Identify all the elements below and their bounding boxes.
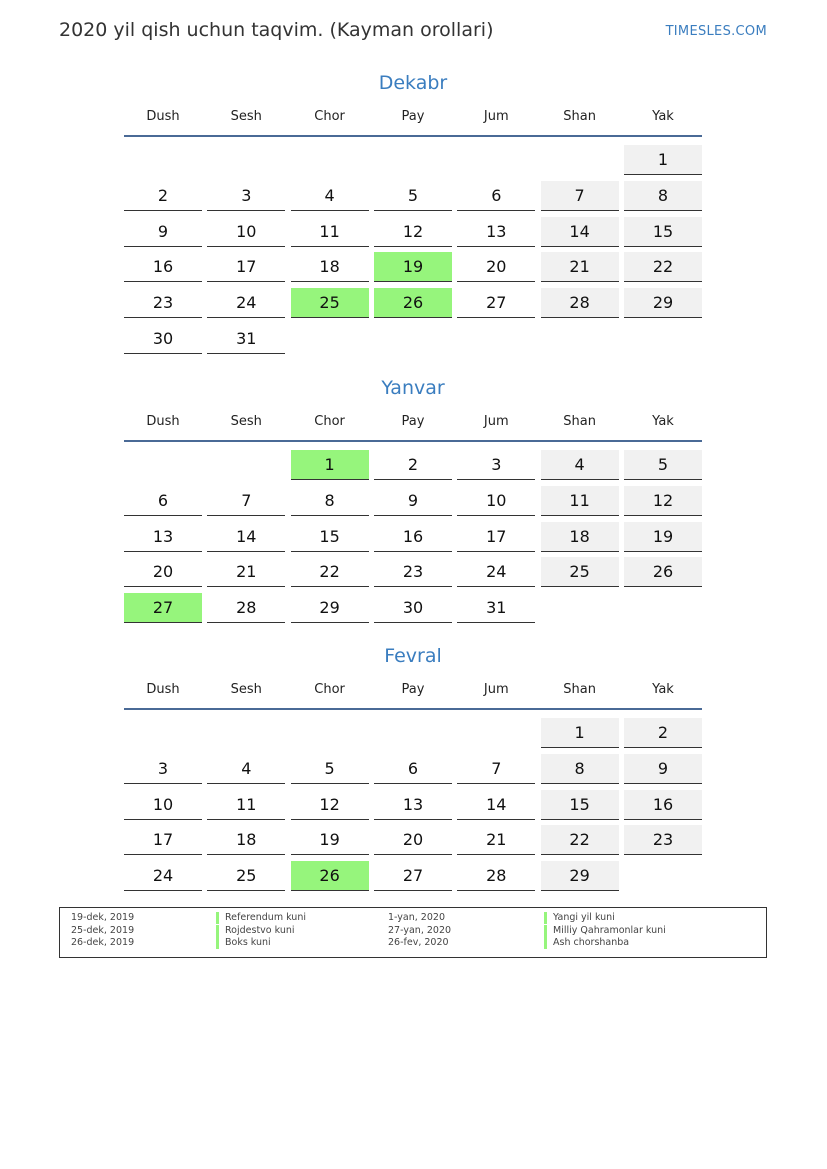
day-cell: 28 bbox=[457, 861, 535, 891]
weekday-label: Sesh bbox=[230, 414, 262, 429]
day-cell: 10 bbox=[457, 486, 535, 516]
day-cell: 19 bbox=[624, 522, 702, 552]
month-january bbox=[124, 376, 702, 626]
day-cell: 6 bbox=[124, 486, 202, 516]
day-cell: 21 bbox=[541, 252, 619, 282]
weekday-label: Dush bbox=[146, 682, 180, 697]
day-cell: 16 bbox=[124, 252, 202, 282]
day-cell: 29 bbox=[291, 593, 369, 623]
day-cell: 9 bbox=[374, 486, 452, 516]
day-cell: 31 bbox=[457, 593, 535, 623]
legend-row bbox=[388, 925, 758, 937]
day-cell: 12 bbox=[624, 486, 702, 516]
legend-date: 25-dek, 2019 bbox=[71, 925, 135, 936]
day-cell: 10 bbox=[124, 790, 202, 820]
day-cell: 18 bbox=[291, 252, 369, 282]
legend-date: 27-yan, 2020 bbox=[388, 925, 452, 936]
weekday-label: Sesh bbox=[230, 109, 262, 124]
day-cell: 28 bbox=[207, 593, 285, 623]
day-cell: 22 bbox=[624, 252, 702, 282]
day-cell: 21 bbox=[457, 825, 535, 855]
day-cell: 22 bbox=[291, 557, 369, 587]
month-title: Dekabr bbox=[378, 72, 448, 94]
day-cell: 18 bbox=[541, 522, 619, 552]
day-cell: 7 bbox=[541, 181, 619, 211]
day-cell: 24 bbox=[124, 861, 202, 891]
day-cell: 9 bbox=[624, 754, 702, 784]
weekday-label: Shan bbox=[563, 682, 596, 697]
day-cell: 5 bbox=[374, 181, 452, 211]
day-cell: 31 bbox=[207, 324, 285, 354]
holiday-day-cell: 27 bbox=[124, 593, 202, 623]
day-cell: 5 bbox=[291, 754, 369, 784]
day-cell: 17 bbox=[207, 252, 285, 282]
day-cell: 18 bbox=[207, 825, 285, 855]
day-cell: 3 bbox=[207, 181, 285, 211]
day-cell: 15 bbox=[541, 790, 619, 820]
month-title: Yanvar bbox=[381, 377, 445, 399]
weekday-header bbox=[124, 411, 702, 442]
weekday-label: Jum bbox=[483, 414, 509, 429]
day-cell: 2 bbox=[624, 718, 702, 748]
day-cell: 22 bbox=[541, 825, 619, 855]
day-cell: 14 bbox=[207, 522, 285, 552]
day-cell: 2 bbox=[124, 181, 202, 211]
weekday-label: Shan bbox=[563, 414, 596, 429]
month-title: Fevral bbox=[384, 645, 442, 667]
weekday-label: Sesh bbox=[230, 682, 262, 697]
legend-date: 19-dek, 2019 bbox=[71, 912, 135, 923]
day-cell: 5 bbox=[624, 450, 702, 480]
weekday-label: Shan bbox=[563, 109, 596, 124]
weekday-header bbox=[124, 679, 702, 710]
weekday-label: Yak bbox=[652, 414, 674, 429]
weekday-label: Dush bbox=[146, 109, 180, 124]
day-cell: 15 bbox=[291, 522, 369, 552]
legend-row bbox=[71, 925, 401, 937]
day-cell: 11 bbox=[541, 486, 619, 516]
day-cell: 1 bbox=[541, 718, 619, 748]
day-cell: 4 bbox=[207, 754, 285, 784]
holiday-day-cell: 1 bbox=[291, 450, 369, 480]
legend-date: 1-yan, 2020 bbox=[388, 912, 445, 923]
day-cell: 3 bbox=[457, 450, 535, 480]
holiday-day-cell: 26 bbox=[374, 288, 452, 318]
day-cell: 29 bbox=[541, 861, 619, 891]
legend-row bbox=[388, 937, 758, 949]
day-cell: 3 bbox=[124, 754, 202, 784]
weekday-label: Chor bbox=[314, 414, 345, 429]
day-cell: 11 bbox=[207, 790, 285, 820]
day-cell: 27 bbox=[374, 861, 452, 891]
day-cell: 14 bbox=[541, 217, 619, 247]
day-cell: 20 bbox=[374, 825, 452, 855]
day-cell: 29 bbox=[624, 288, 702, 318]
day-cell: 24 bbox=[207, 288, 285, 318]
day-cell: 4 bbox=[541, 450, 619, 480]
day-cell: 1 bbox=[624, 145, 702, 175]
day-cell: 13 bbox=[457, 217, 535, 247]
day-cell: 30 bbox=[374, 593, 452, 623]
day-cell: 2 bbox=[374, 450, 452, 480]
legend-date: 26-fev, 2020 bbox=[388, 937, 449, 948]
day-cell: 30 bbox=[124, 324, 202, 354]
weekday-label: Pay bbox=[401, 682, 425, 697]
weekday-label: Pay bbox=[401, 414, 425, 429]
legend-holiday-name: Yangi yil kuni bbox=[544, 912, 615, 924]
legend-date: 26-dek, 2019 bbox=[71, 937, 135, 948]
weekday-label: Yak bbox=[652, 682, 674, 697]
day-cell: 10 bbox=[207, 217, 285, 247]
day-cell: 7 bbox=[457, 754, 535, 784]
day-cell: 12 bbox=[374, 217, 452, 247]
page-title: 2020 yil qish uchun taqvim. (Kayman orollari) bbox=[59, 19, 494, 41]
day-cell: 13 bbox=[124, 522, 202, 552]
weekday-label: Pay bbox=[401, 109, 425, 124]
day-cell: 6 bbox=[457, 181, 535, 211]
day-cell: 6 bbox=[374, 754, 452, 784]
day-cell: 14 bbox=[457, 790, 535, 820]
holiday-day-cell: 19 bbox=[374, 252, 452, 282]
day-cell: 16 bbox=[374, 522, 452, 552]
day-cell: 17 bbox=[124, 825, 202, 855]
day-cell: 23 bbox=[624, 825, 702, 855]
holiday-day-cell: 25 bbox=[291, 288, 369, 318]
weekday-label: Jum bbox=[483, 682, 509, 697]
day-cell: 23 bbox=[124, 288, 202, 318]
legend-holiday-name: Milliy Qahramonlar kuni bbox=[544, 925, 666, 937]
weekday-label: Jum bbox=[483, 109, 509, 124]
day-cell: 7 bbox=[207, 486, 285, 516]
day-grid bbox=[124, 142, 702, 357]
day-cell: 25 bbox=[207, 861, 285, 891]
weekday-header bbox=[124, 106, 702, 137]
day-cell: 12 bbox=[291, 790, 369, 820]
day-cell: 15 bbox=[624, 217, 702, 247]
site-link[interactable]: TIMESLES.COM bbox=[665, 24, 767, 39]
weekday-label: Chor bbox=[314, 109, 345, 124]
day-cell: 20 bbox=[124, 557, 202, 587]
legend-holiday-name: Ash chorshanba bbox=[544, 937, 629, 949]
legend-holiday-name: Referendum kuni bbox=[216, 912, 306, 924]
day-cell: 26 bbox=[624, 557, 702, 587]
legend-holiday-name: Boks kuni bbox=[216, 937, 271, 949]
day-cell: 19 bbox=[291, 825, 369, 855]
day-grid bbox=[124, 715, 702, 894]
day-cell: 8 bbox=[291, 486, 369, 516]
weekday-label: Yak bbox=[652, 109, 674, 124]
day-cell: 11 bbox=[291, 217, 369, 247]
legend-row bbox=[71, 937, 401, 949]
weekday-label: Dush bbox=[146, 414, 180, 429]
legend-row bbox=[388, 912, 758, 924]
month-december bbox=[124, 71, 702, 357]
day-cell: 28 bbox=[541, 288, 619, 318]
day-cell: 17 bbox=[457, 522, 535, 552]
day-cell: 9 bbox=[124, 217, 202, 247]
legend-row bbox=[71, 912, 401, 924]
day-cell: 21 bbox=[207, 557, 285, 587]
day-cell: 23 bbox=[374, 557, 452, 587]
day-cell: 16 bbox=[624, 790, 702, 820]
day-cell: 27 bbox=[457, 288, 535, 318]
day-cell: 4 bbox=[291, 181, 369, 211]
weekday-label: Chor bbox=[314, 682, 345, 697]
day-cell: 8 bbox=[541, 754, 619, 784]
month-february bbox=[124, 644, 702, 894]
holiday-day-cell: 26 bbox=[291, 861, 369, 891]
holiday-legend bbox=[59, 907, 767, 958]
day-cell: 8 bbox=[624, 181, 702, 211]
legend-holiday-name: Rojdestvo kuni bbox=[216, 925, 295, 937]
day-cell: 25 bbox=[541, 557, 619, 587]
day-cell: 24 bbox=[457, 557, 535, 587]
day-cell: 13 bbox=[374, 790, 452, 820]
day-grid bbox=[124, 447, 702, 626]
day-cell: 20 bbox=[457, 252, 535, 282]
